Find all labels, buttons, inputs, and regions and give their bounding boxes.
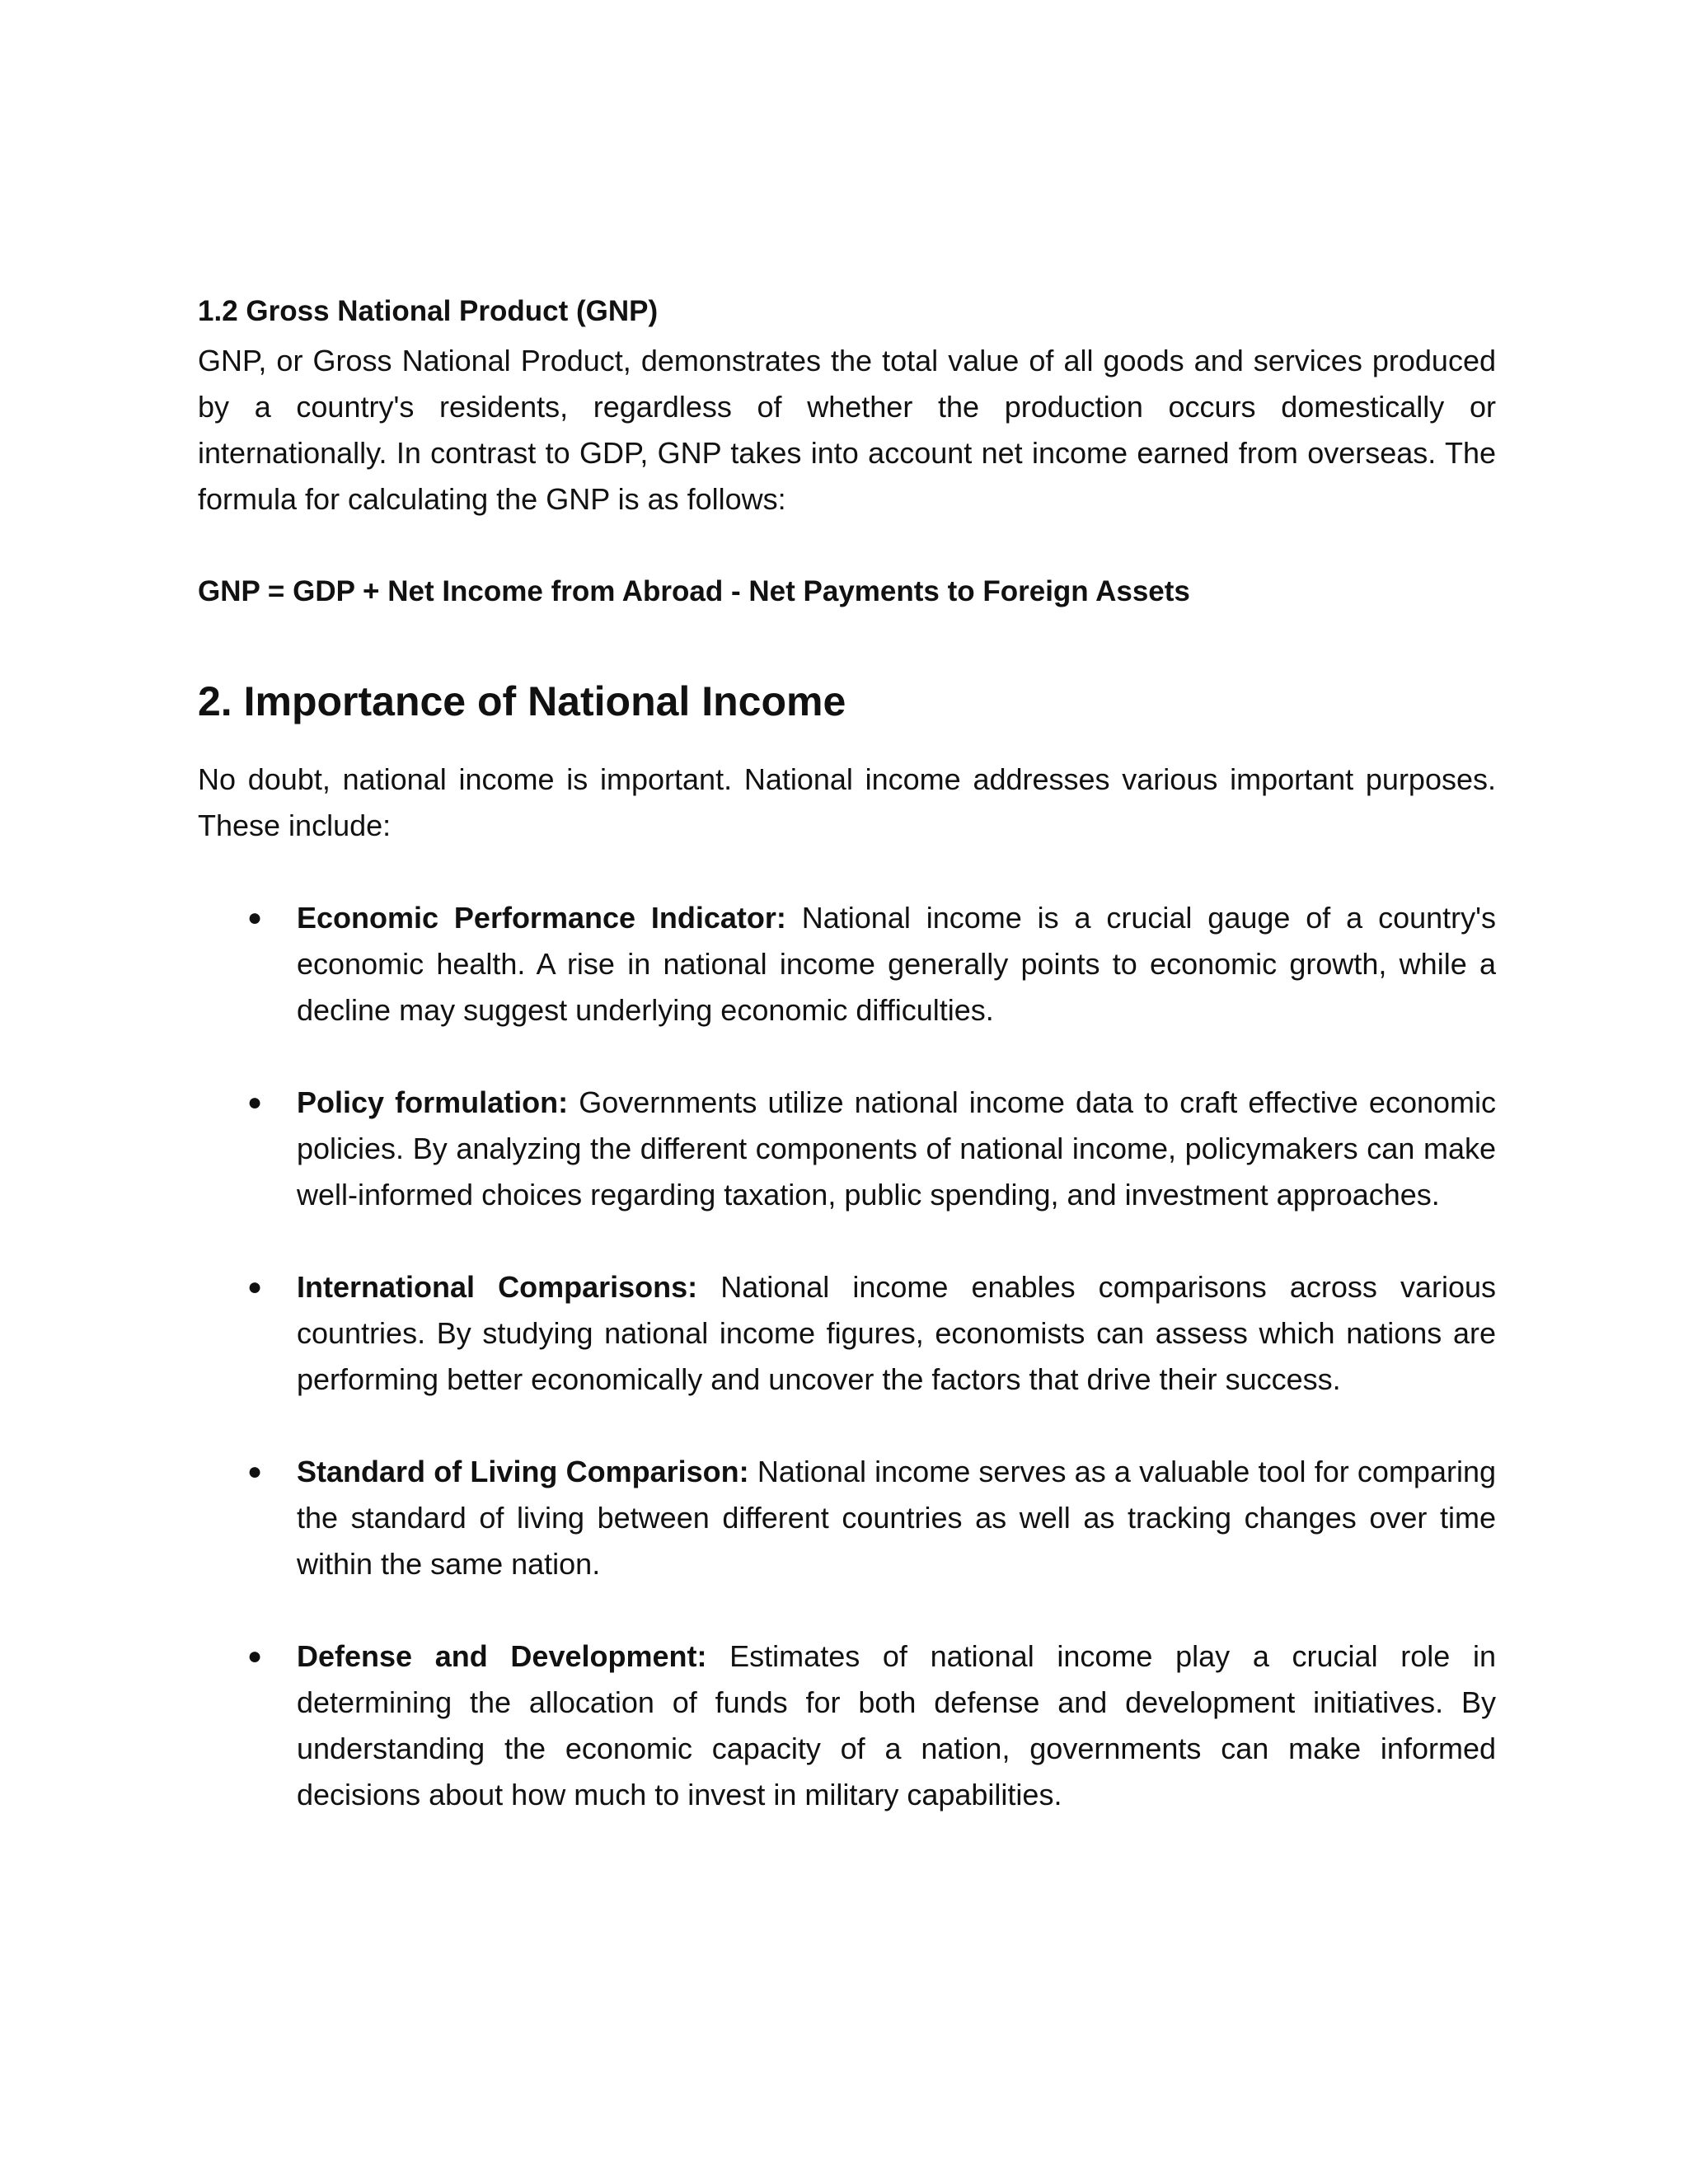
list-item <box>198 1080 1496 1218</box>
document-page <box>198 288 1496 1864</box>
bullet-icon: ● <box>247 1643 263 1670</box>
gnp-subheading: 1.2 Gross National Product (GNP) <box>198 295 659 327</box>
list-item-title: Standard of Living Comparison: <box>297 1455 749 1488</box>
bullet-icon: ● <box>247 1273 263 1301</box>
gnp-formula: GNP = GDP + Net Income from Abroad - Net Payments to Foreign Assets <box>198 575 1190 607</box>
list-item-text: Estimates of national income play a crucial role in determining the allocation of funds for both defense and development initiatives. By understanding the economic capacity of a nation, governments can make informed decisions about how much to invest in military capabilities. <box>297 1639 1496 1811</box>
list-item-title: International Comparisons: <box>297 1270 698 1304</box>
list-item-title: Defense and Development: <box>297 1639 707 1673</box>
list-item-text: National income enables comparisons across various countries. By studying national income figures, economists can assess which nations are performing better economically and uncover the factors that drive their success. <box>297 1270 1496 1396</box>
gnp-paragraph: GNP, or Gross National Product, demonstrates the total value of all goods and services produced by a country's residents, regardless of whether the production occurs domestically or internationally. In contrast to GDP, GNP takes into account net income earned from overseas. The formula for calculating the GNP is as follows: <box>198 344 1496 516</box>
list-item <box>198 1449 1496 1587</box>
importance-heading: 2. Importance of National Income <box>198 678 846 724</box>
list-item-title: Policy formulation: <box>297 1085 569 1119</box>
importance-list <box>198 895 1496 1818</box>
list-item <box>198 895 1496 1033</box>
bullet-icon: ● <box>247 1458 263 1485</box>
list-item <box>198 1633 1496 1818</box>
importance-intro: No doubt, national income is important. National income addresses various important purposes. These include: <box>198 762 1496 842</box>
list-item-text: Governments utilize national income data to craft effective economic policies. By analyzing the different components of national income, policymakers can make well-informed choices regarding taxation, public spending, and investment approaches. <box>297 1085 1496 1212</box>
list-item-title: Economic Performance Indicator: <box>297 901 786 935</box>
list-item <box>198 1264 1496 1403</box>
list-item-text: National income serves as a valuable tool for comparing the standard of living between different countries as well as tracking changes over time within the same nation. <box>297 1455 1497 1581</box>
list-item-text: National income is a crucial gauge of a country's economic health. A rise in national income generally points to economic growth, while a decline may suggest underlying economic difficulties. <box>297 901 1497 1027</box>
bullet-icon: ● <box>247 1089 263 1116</box>
bullet-icon: ● <box>247 904 263 931</box>
